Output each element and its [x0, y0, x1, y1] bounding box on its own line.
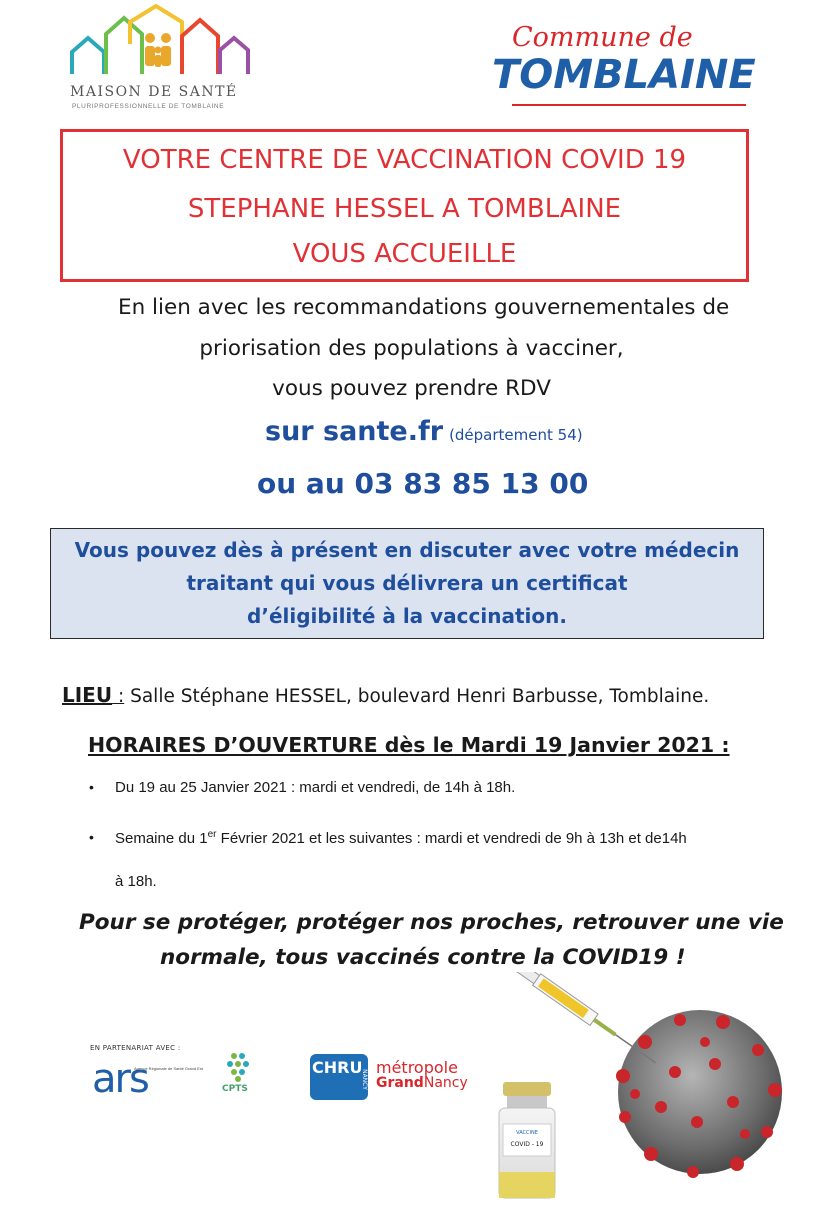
metropole-logo-text: métropole	[376, 1058, 458, 1077]
grand-nancy-text-2: Nancy	[423, 1075, 468, 1091]
bullet-icon: •	[89, 829, 94, 845]
chru-logo	[310, 1054, 368, 1100]
ars-logo-subtitle: Agence Régionale de Santé Grand Est	[134, 1066, 203, 1071]
title-line-1: VOTRE CENTRE DE VACCINATION COVID 19	[122, 145, 687, 175]
location-line	[62, 683, 709, 707]
info-box	[50, 528, 764, 639]
slogan-line-2: normale, tous vaccinés contre la COVID19 !	[160, 945, 686, 970]
vial-covid-label: COVID - 19	[510, 1141, 544, 1148]
booking-department: (département 54)	[449, 426, 583, 444]
slogan-line-1: Pour se protéger, protéger nos proches, retrouver une vie	[79, 910, 784, 935]
chru-logo-text: CHRU	[312, 1058, 363, 1077]
maison-logo-name: MAISON DE SANTÉ	[70, 84, 238, 100]
bullet-icon: •	[89, 779, 94, 795]
opening-hours-heading: HORAIRES D’OUVERTURE dès le Mardi 19 Janvier 2021 :	[88, 733, 730, 757]
commune-logo-line2: TOMBLAINE	[492, 52, 756, 98]
partners-label: EN PARTENARIAT AVEC :	[90, 1044, 181, 1052]
covid-vaccine-illustration	[475, 972, 823, 1200]
info-line-1: Vous pouvez dès à présent en discuter avec votre médecin	[74, 538, 740, 562]
chru-logo-subtitle: NANCY	[360, 1069, 368, 1090]
intro-line-3: vous pouvez prendre RDV	[272, 376, 551, 401]
location-label: LIEU	[62, 683, 113, 707]
ars-logo-text	[92, 1056, 148, 1102]
maison-logo-subtitle: PLURIPROFESSIONNELLE DE TOMBLAINE	[72, 103, 225, 110]
intro-line-1: En lien avec les recommandations gouvernementales de	[118, 295, 730, 320]
intro-line-2: priorisation des populations à vacciner,	[199, 336, 624, 361]
booking-website-line	[265, 416, 583, 447]
metropole-grand-nancy-logo	[376, 1058, 468, 1091]
ars-logo-mark: ars	[92, 1056, 148, 1102]
cpts-logo	[208, 1050, 268, 1106]
virus-syringe-icon	[475, 972, 823, 1200]
booking-phone[interactable]: ou au 03 83 85 13 00	[257, 467, 589, 500]
houses-logo-icon	[68, 4, 258, 84]
hours-bullet-2	[89, 829, 687, 847]
hours-bullet-2-sup: er	[207, 829, 217, 840]
hours-bullet-2-pre: Semaine du 1	[115, 830, 208, 847]
info-line-3: d’éligibilité à la vaccination.	[247, 604, 567, 628]
maison-de-sante-logo	[68, 4, 258, 114]
hours-bullet-1-text: Du 19 au 25 Janvier 2021 : mardi et vendredi, de 14h à 18h.	[115, 779, 516, 796]
info-line-2: traitant qui vous délivrera un certificat	[186, 571, 628, 595]
commune-logo-rule	[512, 104, 746, 106]
location-value: Salle Stéphane HESSEL, boulevard Henri Barbusse, Tomblaine.	[124, 686, 710, 707]
title-line-3: VOUS ACCUEILLE	[292, 239, 517, 269]
cpts-dots-icon	[208, 1050, 268, 1084]
vial-brand-label: VACCINE	[516, 1130, 538, 1136]
hours-bullet-2-continuation: à 18h.	[115, 873, 157, 890]
commune-logo-line1: Commune de	[512, 22, 693, 53]
hours-bullet-1	[89, 779, 516, 796]
grand-nancy-text-1: Grand	[376, 1075, 424, 1091]
ars-logo	[92, 1056, 203, 1106]
title-box	[60, 129, 749, 282]
commune-tomblaine-logo	[490, 22, 760, 117]
booking-website-link[interactable]: sur sante.fr	[265, 416, 444, 447]
location-separator: :	[112, 686, 125, 707]
cpts-logo-text: CPTS	[222, 1084, 248, 1094]
hours-bullet-2-post: Février 2021 et les suivantes : mardi et vendredi de 9h à 13h et de14h	[216, 830, 687, 847]
title-line-2: STEPHANE HESSEL A TOMBLAINE	[187, 194, 622, 224]
